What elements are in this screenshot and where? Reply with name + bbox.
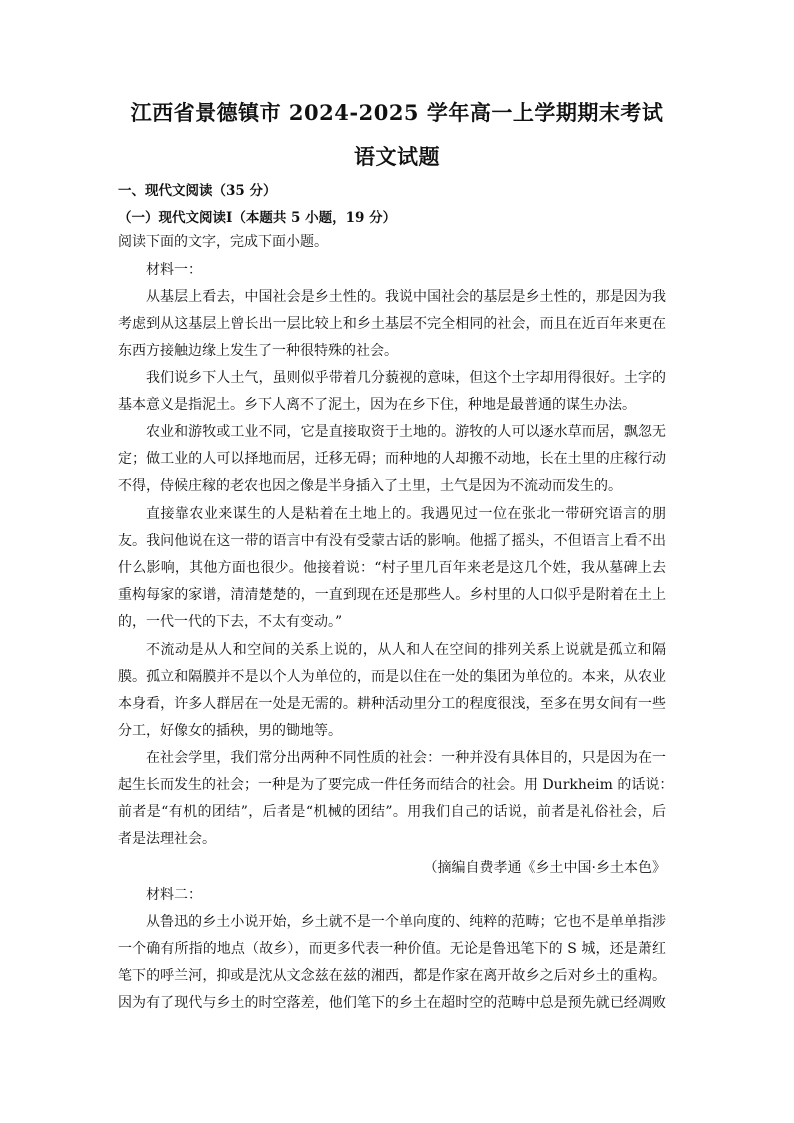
paragraph-line: 起生长而发生的社会；一种是为了要完成一件任务而结合的社会。用 Durkheim 的话说：: [118, 777, 674, 793]
paragraph-line: 考虑到从这基层上曾长出一层比较上和乡土基层不完全相同的社会，而且在近百年来更在: [118, 316, 666, 332]
source-citation: （摘编自费孝通《乡土中国·乡土本色》: [423, 860, 666, 876]
paragraph-line: 从基层上看去，中国社会是乡土性的。我说中国社会的基层是乡土性的，那是因为我: [146, 289, 666, 305]
paragraph-line: 重构每家的家谱，清清楚楚的，一直到现在还是那些人。乡村里的人口似乎是附着在土上: [118, 587, 666, 603]
paragraph-line: 友。我问他说在这一带的语言中有没有受蒙古话的影响。他摇了摇头，不但语言上看不出: [118, 533, 666, 549]
paragraph-line: 农业和游牧或工业不同，它是直接取资于土地的。游牧的人可以逐水草而居，飘忽无: [146, 424, 666, 440]
paragraph-line: 一个确有所指的地点（故乡），而更多代表一种价值。无论是鲁迅笔下的 S 城，还是萧红: [118, 941, 666, 957]
paragraph-line: 笔下的呼兰河，抑或是沈从文念兹在兹的湘西，都是作家在离开故乡之后对乡土的重构。: [118, 968, 666, 984]
paragraph-line: 不得，侍候庄稼的老农也因之像是半身插入了土里，土气是因为不流动而发生的。: [118, 478, 622, 494]
paragraph-line: 本身看，许多人群居在一处是无需的。耕种活动里分工的程度很浅，至多在男女间有一些: [118, 696, 666, 712]
paragraph-line: 我们说乡下人土气，虽则似乎带着几分藐视的意味，但这个土字却用得很好。土字的: [146, 370, 666, 386]
paragraph-line: 直接靠农业来谋生的人是粘着在土地上的。我遇见过一位在张北一带研究语言的朋: [146, 506, 666, 522]
instruction-text: 阅读下面的文字，完成下面小题。: [118, 234, 328, 250]
paragraph-line: 因为有了现代与乡土的时空落差，他们笔下的乡土在超时空的范畴中总是预先就已经凋败: [118, 995, 666, 1011]
exam-title: 江西省景德镇市 2024-2025 学年高一上学期期末考试: [130, 100, 664, 125]
section-heading: 一、现代文阅读（35 分）: [118, 183, 277, 199]
material1-label: 材料一：: [146, 262, 202, 278]
paragraph-line: 从鲁迅的乡土小说开始，乡土就不是一个单向度的、纯粹的范畴；它也不是单单指涉: [146, 914, 666, 930]
paragraph-line: 在社会学里，我们常分出两种不同性质的社会：一种并没有具体目的，只是因为在一: [146, 750, 666, 766]
paragraph-line: 基本意义是指泥土。乡下人离不了泥土，因为在乡下住，种地是最普通的谋生办法。: [118, 397, 636, 413]
paragraph-line: 的，一代一代的下去，不太有变动。”: [118, 614, 343, 630]
paragraph-line: 定；做工业的人可以择地而居，迁移无碍；而种地的人却搬不动地，长在土里的庄稼行动: [118, 451, 666, 467]
paragraph-line: 什么影响，其他方面也很少。他接着说：“村子里几百年来老是这几个姓，我从墓碑上去: [118, 560, 666, 576]
paragraph-line: 东西方接触边缘上发生了一种很特殊的社会。: [118, 343, 398, 359]
paragraph-line: 者是法理社会。: [118, 831, 216, 847]
exam-subtitle: 语文试题: [354, 144, 440, 169]
paragraph-line: 分工，好像女的插秧，男的锄地等。: [118, 723, 342, 739]
paragraph-line: 前者是“有机的团结”，后者是“机械的团结”。用我们自己的话说，前者是礼俗社会，后: [118, 804, 666, 820]
material2-label: 材料二：: [146, 887, 202, 903]
paragraph-line: 不流动是从人和空间的关系上说的，从人和人在空间的排列关系上说就是孤立和隔: [146, 642, 666, 658]
section-subheading: （一）现代文阅读Ⅰ（本题共 5 小题，19 分）: [118, 210, 397, 226]
paragraph-line: 膜。孤立和隔膜并不是以个人为单位的，而是以住在一处的集团为单位的。本来，从农业: [118, 669, 666, 685]
